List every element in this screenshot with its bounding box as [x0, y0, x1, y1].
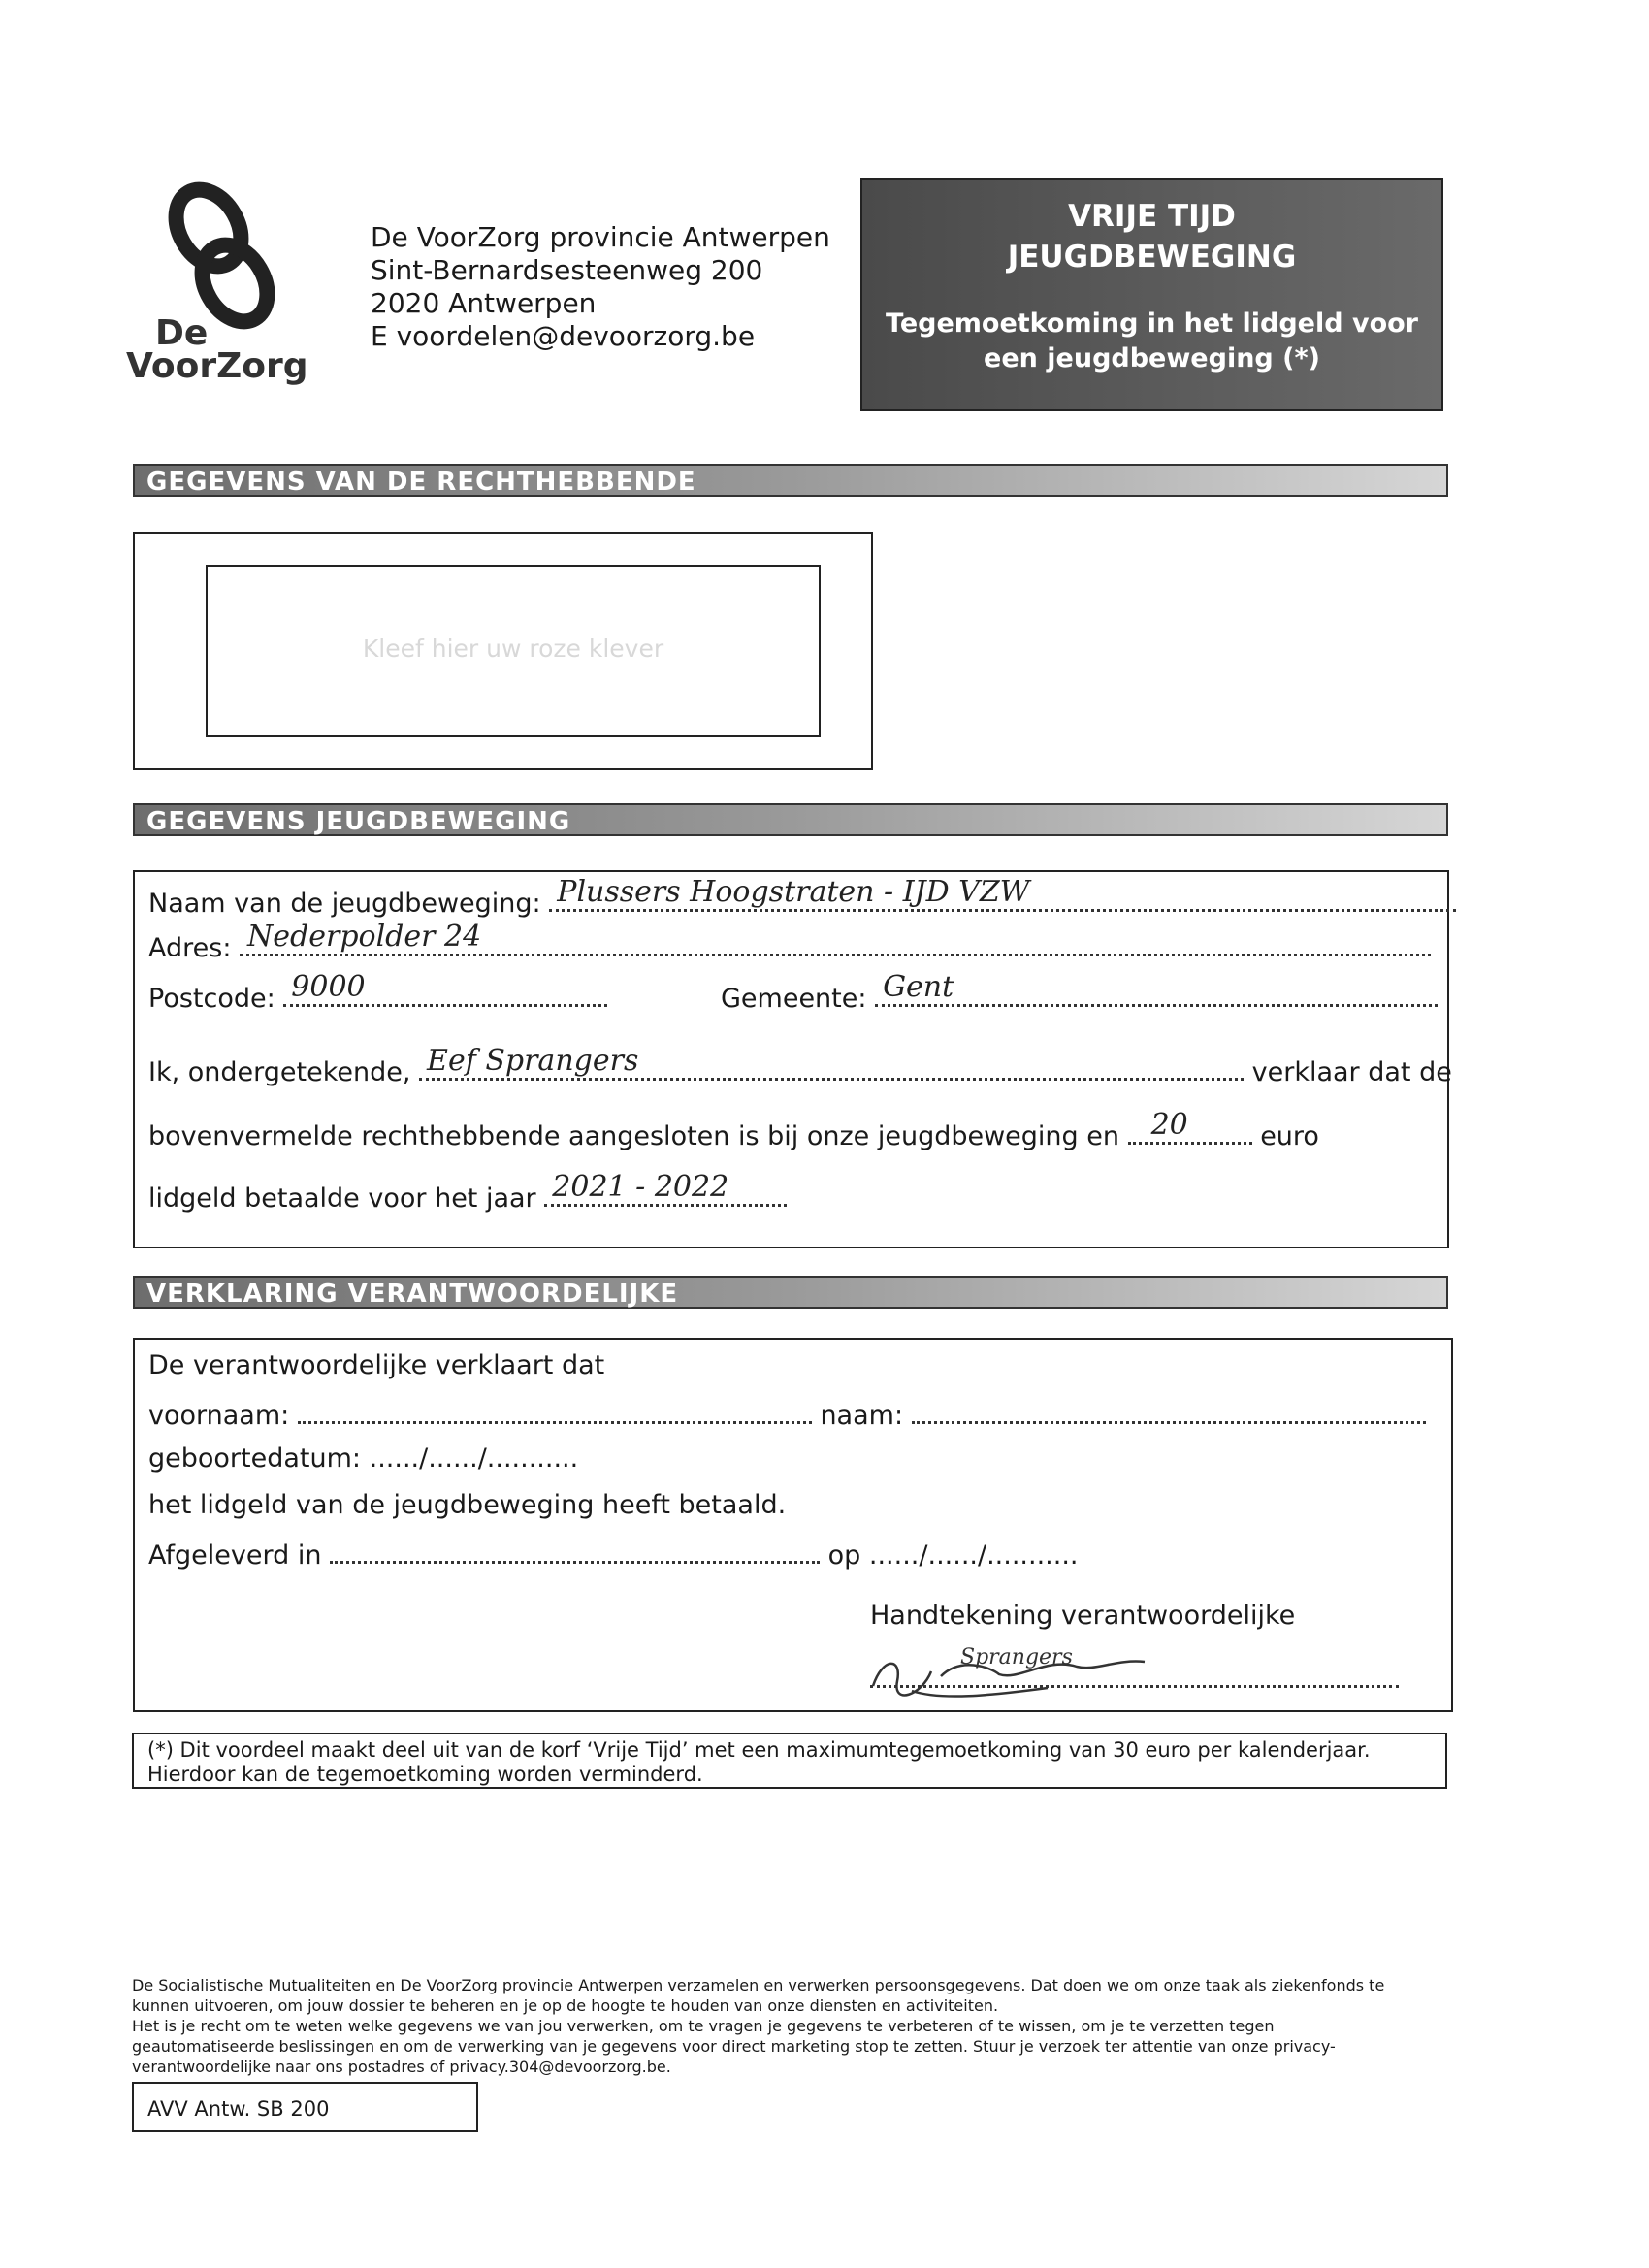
adres-field[interactable]: [240, 920, 1431, 956]
privacy-line: De Socialistische Mutualiteiten en De VoorZorg provincie Antwerpen verzamelen en verwerken persoonsgegevens. Dat doen we om onze taak als ziekenfonds te: [132, 1976, 1385, 1994]
voornaam-field[interactable]: [298, 1396, 812, 1424]
address-line: De VoorZorg provincie Antwerpen: [371, 221, 830, 253]
betaald-text: het lidgeld van de jeugdbeweging heeft betaald.: [148, 1490, 787, 1520]
geboortedatum-field[interactable]: ....../....../...........: [369, 1443, 579, 1474]
jeugdbeweging-form: [133, 870, 1452, 1248]
jaar-value: 2021 - 2022: [552, 1170, 729, 1204]
sticker-placeholder[interactable]: [206, 565, 821, 737]
section-header-verantwoordelijke: VERKLARING VERANTWOORDELIJKE: [133, 1276, 1448, 1309]
form-subtitle: Tegemoetkoming in het lidgeld voor een jeugdbeweging (*): [886, 308, 1418, 373]
handtekening-label: Handtekening verantwoordelijke: [870, 1601, 1296, 1631]
name-label: Naam van de jeugdbeweging:: [148, 889, 541, 919]
voorzorg-logo: [116, 175, 340, 388]
privacy-line: verantwoordelijke naar ons postadres of privacy.304@devoorzorg.be.: [132, 2057, 671, 2076]
footnote-line: (*) Dit voordeel maakt deel uit van de korf ‘Vrije Tijd’ met een maximumtegemoetkoming van 30 euro per kalenderjaar.: [147, 1738, 1371, 1762]
verantwoordelijke-form: [133, 1338, 1453, 1712]
section-header-rechthebbende: GEGEVENS VAN DE RECHTHEBBENDE: [133, 464, 1448, 497]
postcode-label: Postcode:: [148, 984, 275, 1014]
lidgeld-label: lidgeld betaalde voor het jaar: [148, 1183, 536, 1214]
postcode-value: 9000: [291, 970, 366, 1004]
privacy-line: geautomatiseerde beslissingen en om de verwerking van je gegevens voor direct marketing stop te zetten. Stuur je verzoek ter attentie van onze privacy-: [132, 2037, 1336, 2056]
title-line-1: VRIJE TIJD: [1068, 199, 1236, 234]
address-line: 2020 Antwerpen: [371, 287, 597, 319]
op-label: op: [827, 1540, 861, 1571]
privacy-line: kunnen uitvoeren, om jouw dossier te beheren en je op de hoogte te houden van onze diensten en activiteiten.: [132, 1996, 999, 2015]
afgeleverd-field[interactable]: [330, 1536, 820, 1564]
form-code-box: AVV Antw. SB 200: [132, 2082, 478, 2132]
privacy-notice: [132, 1975, 1412, 2077]
op-date-field[interactable]: ....../....../...........: [868, 1540, 1079, 1571]
name-value: Plussers Hoogstraten - IJD VZW: [557, 875, 1030, 909]
form-title-box: [860, 178, 1443, 411]
gemeente-label: Gemeente:: [721, 984, 867, 1014]
bovenvermelde-label: bovenvermelde rechthebbende aangesloten is bij onze jeugdbeweging en: [148, 1121, 1119, 1151]
adres-value: Nederpolder 24: [247, 920, 482, 954]
address-line: Sint-Bernardsesteenweg 200: [371, 254, 763, 286]
logo-text-de: De: [155, 313, 209, 353]
title-line-2: JEUGDBEWEGING: [1007, 240, 1297, 275]
adres-label: Adres:: [148, 933, 232, 963]
ondergetekende-value: Eef Sprangers: [427, 1044, 639, 1078]
voornaam-label: voornaam:: [148, 1401, 290, 1431]
logo-text-voorzorg: VoorZorg: [126, 346, 308, 386]
euro-label: euro: [1260, 1121, 1319, 1151]
address-line: E voordelen@devoorzorg.be: [371, 320, 756, 352]
footnote-line: Hierdoor kan de tegemoetkoming worden verminderd.: [147, 1763, 703, 1786]
postcode-field[interactable]: [283, 970, 607, 1007]
footnote-box: [132, 1733, 1447, 1789]
ondergetekende-label: Ik, ondergetekende,: [148, 1057, 411, 1087]
gemeente-field[interactable]: [875, 970, 1438, 1007]
name-field[interactable]: [549, 875, 1456, 912]
euro-field[interactable]: [1128, 1108, 1252, 1145]
afgeleverd-label: Afgeleverd in: [148, 1540, 322, 1571]
sender-address: [371, 221, 830, 353]
handwritten-signature: [854, 1637, 1203, 1705]
section-header-jeugdbeweging: GEGEVENS JEUGDBEWEGING: [133, 803, 1448, 836]
verklaar-label: verklaar dat de: [1251, 1057, 1452, 1087]
intro-text: De verantwoordelijke verklaart dat: [148, 1350, 605, 1380]
geboortedatum-label: geboortedatum:: [148, 1443, 362, 1474]
signature-text: Sprangers: [960, 1645, 1073, 1669]
naam-label: naam:: [820, 1401, 904, 1431]
naam-field[interactable]: [912, 1396, 1426, 1424]
jaar-field[interactable]: [544, 1170, 787, 1207]
gemeente-value: Gent: [883, 970, 954, 1004]
ondergetekende-field[interactable]: [419, 1044, 1244, 1081]
sticker-instruction: Kleef hier uw roze klever: [362, 634, 664, 663]
euro-value: 20: [1150, 1108, 1188, 1142]
privacy-line: Het is je recht om te weten welke gegevens we van jou verwerken, om te vragen je gegevens te verbeteren of te wissen, om je te verzetten tegen: [132, 2017, 1275, 2035]
